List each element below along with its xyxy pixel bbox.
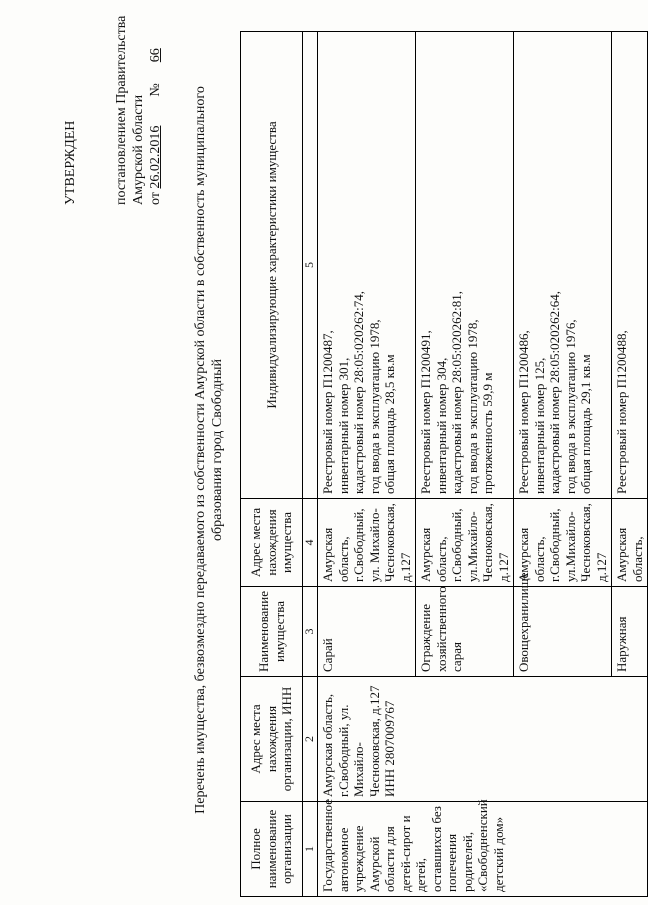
property-name-cell: Наружная: [612, 587, 648, 677]
property-name-cell: Ограждение хозяйственного сарая: [416, 587, 514, 677]
header-org-name: Полное наименование организации: [241, 802, 303, 897]
table-row: [318, 32, 416, 897]
approval-date: 26.02.2016: [148, 125, 163, 189]
approval-line-2: Амурской области: [131, 94, 146, 205]
column-number-row: [303, 32, 318, 897]
property-address-cell: Амурская область,: [612, 499, 648, 587]
org-address-cell: Амурская область, г.Свободный, ул. Михайло-Чесноковская, д.127 ИНН 2807009767: [318, 677, 648, 802]
number-label: №: [148, 83, 163, 97]
title-line-2: образования город Свободный: [210, 358, 225, 542]
from-label: от: [148, 192, 163, 205]
column-number: 1: [303, 802, 318, 897]
header-org-address: Адрес места нахождения организации, ИНН: [241, 677, 303, 802]
property-details-cell: Реестровый номер П1200487, инвентарный номер 301, кадастровый номер 28:05:020262:74, год ввода в эксплуатацию 1978, общая площадь 28,5 кв.м: [318, 32, 416, 499]
column-number: 3: [303, 587, 318, 677]
property-details-cell: Реестровый номер П1200486, инвентарный номер 125, кадастровый номер 28:05:020262:64, год ввода в эксплуатацию 1976, общая площадь 29,1 кв.м: [514, 32, 612, 499]
header-property-name: Наименование имущества: [241, 587, 303, 677]
header-property-details: Индивидуализирующие характеристики имущества: [241, 32, 303, 499]
property-address-cell: Амурская область, г.Свободный, ул.Михайло-Чесноковская, д.127: [416, 499, 514, 587]
approval-heading: УТВЕРЖДЕН: [63, 120, 78, 205]
property-name-cell: Сарай: [318, 587, 416, 677]
table-header-row: [241, 32, 303, 897]
header-property-address: Адрес места нахождения имущества: [241, 499, 303, 587]
approval-line-1: постановлением Правительства: [114, 15, 129, 205]
property-table: [240, 31, 648, 897]
column-number: 2: [303, 677, 318, 802]
property-details-cell: Реестровый номер П1200491, инвентарный номер 304, кадастровый номер 28:05:020262:81, год ввода в эксплуатацию 1978, протяженность 59,9 м: [416, 32, 514, 499]
column-number: 4: [303, 499, 318, 587]
property-name-cell: Овощехранилище: [514, 587, 612, 677]
document-title: [192, 35, 226, 865]
column-number: 5: [303, 32, 318, 499]
property-address-cell: Амурская область, г.Свободный, ул.Михайло-Чесноковская, д.127: [514, 499, 612, 587]
approval-date-line: [147, 16, 164, 205]
org-name-cell: Государственное автономное учреждение Амурской области для детей-сирот и детей, оставшихся без попечения родителей, «Свободненский детский дом»: [318, 802, 648, 897]
approval-number: 66: [148, 48, 163, 63]
property-address-cell: Амурская область, г.Свободный, ул. Михайло-Чесноковская, д.127: [318, 499, 416, 587]
approval-block: [62, 16, 164, 205]
property-details-cell: Реестровый номер П1200488,: [612, 32, 648, 499]
title-line-1: Перечень имущества, безвозмездно передаваемого из собственности Амурской области в собственность муниципального: [193, 86, 208, 814]
